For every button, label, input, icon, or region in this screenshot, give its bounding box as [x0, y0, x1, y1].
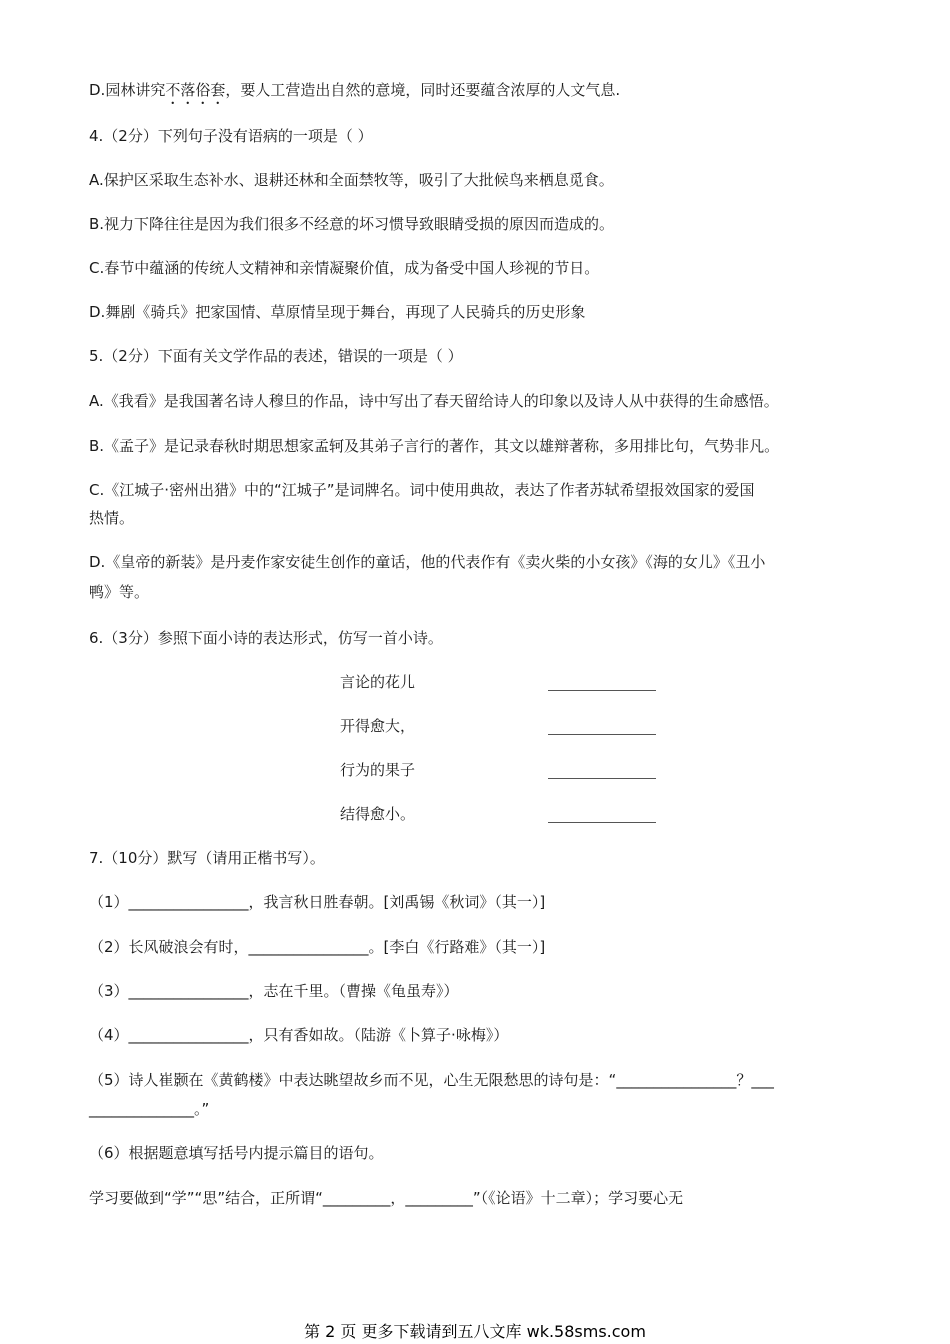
q4-stem: 4.（2分）下列句子没有语病的一项是（ ）: [89, 127, 373, 145]
poem-answer-blank-1[interactable]: [548, 672, 656, 691]
page-footer: 第 2 页 更多下载请到五八文库 wk.58sms.com: [304, 1322, 646, 1341]
q7-item-6: （6）根据题意填写括号内提示篇目的语句。: [89, 1144, 384, 1162]
poem-answer-blank-4[interactable]: [548, 804, 656, 823]
q5-option-c-line2: 热情。: [89, 509, 135, 527]
q6-stem: 6.（3分）参照下面小诗的表达形式，仿写一首小诗。: [89, 629, 443, 647]
q7-item-1: （1）________________，我言秋日胜春朝。[刘禹锡《秋词》（其一）]: [89, 893, 546, 911]
q3-option-d-suffix: ，要人工营造出自然的意境，同时还要蕴含浓厚的人文气息.: [225, 81, 621, 99]
q5-option-c-line1: C.《江城子·密州出猎》中的“江城子”是词牌名。词中使用典故，表达了作者苏轼希望报效国家的爱国: [89, 481, 755, 499]
q7-item-5-line1: （5）诗人崔颢在《黄鹤楼》中表达眺望故乡而不见，心生无限愁思的诗句是：“________________？___: [89, 1071, 774, 1089]
q7-item-4: （4）________________，只有香如故。（陆游《卜算子·咏梅》）: [89, 1026, 509, 1044]
q3-option-d-prefix: D.园林讲究: [89, 81, 166, 99]
poem-line-4: 结得愈小。: [340, 805, 416, 823]
poem-line-2: 开得愈大，: [340, 717, 416, 735]
q7-item-5-line2: ______________。”: [89, 1100, 210, 1118]
q7-item-6-body: 学习要做到“学”“思”结合，正所谓“_________，_________”（《论语》十二章）；学习要心无: [89, 1189, 684, 1207]
q4-option-a: A.保护区采取生态补水、退耕还林和全面禁牧等，吸引了大批候鸟来栖息觅食。: [89, 171, 614, 189]
q5-option-a: A.《我看》是我国著名诗人穆旦的作品，诗中写出了春天留给诗人的印象以及诗人从中获得的生命感悟。: [89, 392, 779, 410]
poem-answer-blank-3[interactable]: [548, 760, 656, 779]
q4-option-d: D.舞剧《骑兵》把家国情、草原情呈现于舞台，再现了人民骑兵的历史形象: [89, 303, 586, 321]
q7-item-2: （2）长风破浪会有时，________________。[李白《行路难》（其一）]: [89, 938, 546, 956]
poem-line-3: 行为的果子: [340, 761, 416, 779]
poem-line-1: 言论的花儿: [340, 673, 416, 691]
q5-option-b: B.《孟子》是记录春秋时期思想家孟轲及其弟子言行的著作，其文以雄辩著称，多用排比句，气势非凡。: [89, 437, 780, 455]
q3-option-d: [89, 80, 620, 108]
q5-option-d-line2: 鸭》等。: [89, 583, 150, 601]
q5-option-d-line1: D.《皇帝的新装》是丹麦作家安徒生创作的童话，他的代表作有《卖火柴的小女孩》《海的女儿》《丑小: [89, 553, 766, 571]
q4-option-c: C.春节中蕴涵的传统人文精神和亲情凝聚价值，成为备受中国人珍视的节日。: [89, 259, 600, 277]
q7-stem: 7.（10分）默写（请用正楷书写）。: [89, 849, 325, 867]
q7-item-3: （3）________________，志在千里。（曹操《龟虽寿》）: [89, 982, 459, 1000]
q4-option-b: B.视力下降往往是因为我们很多不经意的坏习惯导致眼睛受损的原因而造成的。: [89, 215, 615, 233]
q3-option-d-emphasis: 不落俗套: [165, 81, 226, 99]
q5-stem: 5.（2分）下面有关文学作品的表述，错误的一项是（ ）: [89, 347, 463, 365]
poem-answer-blank-2[interactable]: [548, 716, 656, 735]
